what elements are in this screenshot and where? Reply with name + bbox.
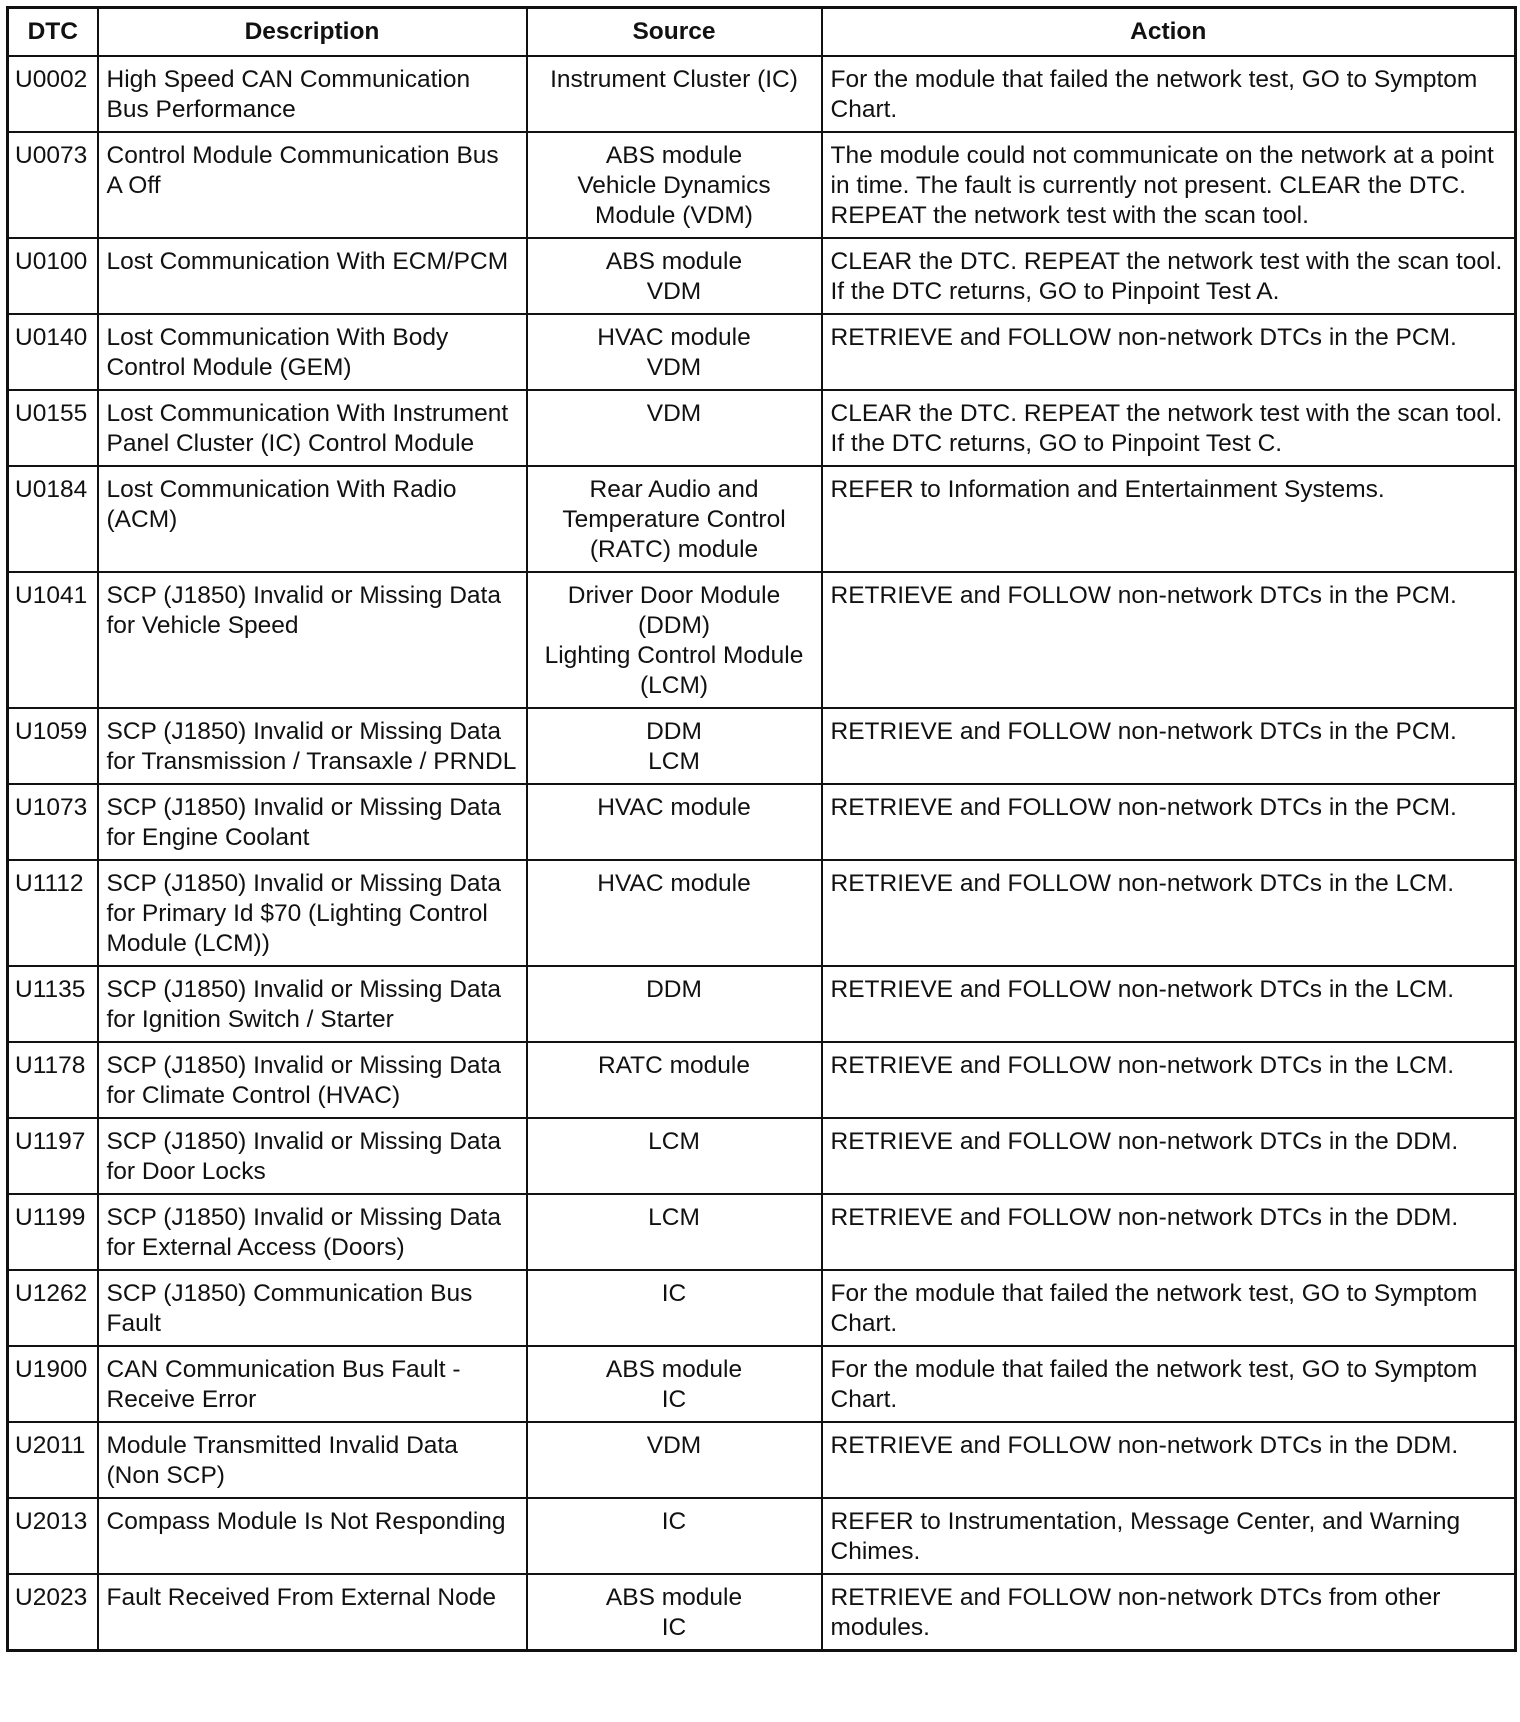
header-description: Description — [98, 8, 527, 57]
cell-dtc: U2013 — [8, 1498, 98, 1574]
dtc-table — [6, 6, 1517, 1652]
source-line: IC — [661, 1614, 687, 1641]
cell-source — [527, 1118, 822, 1194]
source-line: VDM — [646, 1432, 702, 1459]
table-row — [8, 1270, 1516, 1346]
source-line: IC — [661, 1386, 687, 1413]
table-row — [8, 132, 1516, 238]
cell-action: CLEAR the DTC. REPEAT the network test with the scan tool. If the DTC returns, GO to Pinpoint Test C. — [822, 390, 1516, 466]
cell-dtc: U1262 — [8, 1270, 98, 1346]
cell-dtc: U1112 — [8, 860, 98, 966]
header-source: Source — [527, 8, 822, 57]
cell-dtc: U0155 — [8, 390, 98, 466]
source-line: ABS module — [605, 1356, 743, 1383]
cell-dtc: U0100 — [8, 238, 98, 314]
table-row — [8, 1194, 1516, 1270]
cell-description: High Speed CAN Communication Bus Performance — [98, 56, 527, 132]
source-line: LCM — [648, 1128, 700, 1155]
cell-source — [527, 1498, 822, 1574]
table-row — [8, 572, 1516, 708]
table-body — [8, 56, 1516, 1651]
cell-action: RETRIEVE and FOLLOW non-network DTCs in the PCM. — [822, 314, 1516, 390]
cell-source — [527, 1346, 822, 1422]
cell-description: SCP (J1850) Invalid or Missing Data for External Access (Doors) — [98, 1194, 527, 1270]
cell-action: For the module that failed the network test, GO to Symptom Chart. — [822, 56, 1516, 132]
cell-description: SCP (J1850) Invalid or Missing Data for Door Locks — [98, 1118, 527, 1194]
table-row — [8, 966, 1516, 1042]
cell-dtc: U0184 — [8, 466, 98, 572]
cell-source — [527, 1574, 822, 1651]
table-row — [8, 466, 1516, 572]
source-line: HVAC module — [597, 870, 751, 897]
cell-source — [527, 708, 822, 784]
cell-action: RETRIEVE and FOLLOW non-network DTCs in the DDM. — [822, 1118, 1516, 1194]
cell-action: RETRIEVE and FOLLOW non-network DTCs in the LCM. — [822, 1042, 1516, 1118]
cell-dtc: U1059 — [8, 708, 98, 784]
cell-description: SCP (J1850) Invalid or Missing Data for Primary Id $70 (Lighting Control Module (LCM)) — [98, 860, 527, 966]
source-line: Vehicle Dynamics Module (VDM) — [577, 172, 771, 229]
table-row — [8, 860, 1516, 966]
source-line: HVAC module — [597, 324, 751, 351]
source-line: ABS module — [605, 1584, 743, 1611]
table-row — [8, 1346, 1516, 1422]
cell-action: The module could not communicate on the network at a point in time. The fault is currently not present. CLEAR the DTC. REPEAT the network test with the scan tool. — [822, 132, 1516, 238]
table-row — [8, 238, 1516, 314]
cell-description: SCP (J1850) Invalid or Missing Data for Engine Coolant — [98, 784, 527, 860]
cell-source — [527, 1194, 822, 1270]
cell-source — [527, 572, 822, 708]
cell-source — [527, 1270, 822, 1346]
header-dtc: DTC — [8, 8, 98, 57]
cell-dtc: U0002 — [8, 56, 98, 132]
cell-dtc: U1199 — [8, 1194, 98, 1270]
cell-description: SCP (J1850) Invalid or Missing Data for Vehicle Speed — [98, 572, 527, 708]
cell-action: RETRIEVE and FOLLOW non-network DTCs in the DDM. — [822, 1422, 1516, 1498]
cell-dtc: U1041 — [8, 572, 98, 708]
cell-dtc: U0073 — [8, 132, 98, 238]
cell-action: RETRIEVE and FOLLOW non-network DTCs in the LCM. — [822, 966, 1516, 1042]
cell-source — [527, 390, 822, 466]
cell-dtc: U1900 — [8, 1346, 98, 1422]
table-row — [8, 784, 1516, 860]
cell-action: REFER to Information and Entertainment Systems. — [822, 466, 1516, 572]
cell-description: Compass Module Is Not Responding — [98, 1498, 527, 1574]
source-line: ABS module — [605, 142, 743, 169]
cell-source — [527, 132, 822, 238]
cell-description: Lost Communication With Radio (ACM) — [98, 466, 527, 572]
cell-source — [527, 1422, 822, 1498]
cell-dtc: U1073 — [8, 784, 98, 860]
source-line: RATC module — [597, 1052, 751, 1079]
source-line: IC — [661, 1280, 687, 1307]
table-row — [8, 1042, 1516, 1118]
cell-dtc: U1135 — [8, 966, 98, 1042]
cell-description: Control Module Communication Bus A Off — [98, 132, 527, 238]
cell-source — [527, 238, 822, 314]
source-line: VDM — [646, 400, 702, 427]
cell-description: SCP (J1850) Invalid or Missing Data for Ignition Switch / Starter — [98, 966, 527, 1042]
cell-description: SCP (J1850) Invalid or Missing Data for Climate Control (HVAC) — [98, 1042, 527, 1118]
source-line: DDM — [646, 976, 702, 1003]
cell-action: RETRIEVE and FOLLOW non-network DTCs in the PCM. — [822, 708, 1516, 784]
source-line: IC — [661, 1508, 687, 1535]
cell-source — [527, 466, 822, 572]
cell-action: RETRIEVE and FOLLOW non-network DTCs from other modules. — [822, 1574, 1516, 1651]
table-row — [8, 1498, 1516, 1574]
cell-description: Lost Communication With Instrument Panel Cluster (IC) Control Module — [98, 390, 527, 466]
cell-action: For the module that failed the network test, GO to Symptom Chart. — [822, 1270, 1516, 1346]
cell-action: REFER to Instrumentation, Message Center, and Warning Chimes. — [822, 1498, 1516, 1574]
source-line: Lighting Control Module (LCM) — [544, 642, 804, 699]
cell-action: RETRIEVE and FOLLOW non-network DTCs in the DDM. — [822, 1194, 1516, 1270]
cell-source — [527, 314, 822, 390]
source-line: LCM — [648, 748, 700, 775]
cell-dtc: U0140 — [8, 314, 98, 390]
source-line: LCM — [648, 1204, 700, 1231]
cell-description: SCP (J1850) Invalid or Missing Data for Transmission / Transaxle / PRNDL — [98, 708, 527, 784]
cell-action: For the module that failed the network test, GO to Symptom Chart. — [822, 1346, 1516, 1422]
cell-action: CLEAR the DTC. REPEAT the network test with the scan tool. If the DTC returns, GO to Pinpoint Test A. — [822, 238, 1516, 314]
cell-dtc: U2011 — [8, 1422, 98, 1498]
table-row — [8, 56, 1516, 132]
source-line: Rear Audio and Temperature Control (RATC) module — [562, 476, 786, 563]
source-line: Driver Door Module (DDM) — [567, 582, 781, 639]
cell-source — [527, 56, 822, 132]
cell-dtc: U1178 — [8, 1042, 98, 1118]
source-line: DDM — [646, 718, 702, 745]
cell-dtc: U2023 — [8, 1574, 98, 1651]
table-row — [8, 314, 1516, 390]
header-row — [8, 8, 1516, 57]
table-row — [8, 390, 1516, 466]
cell-description: Lost Communication With ECM/PCM — [98, 238, 527, 314]
cell-source — [527, 966, 822, 1042]
source-line: ABS module — [605, 248, 743, 275]
table-row — [8, 1422, 1516, 1498]
header-action: Action — [822, 8, 1516, 57]
cell-source — [527, 1042, 822, 1118]
source-line: VDM — [646, 278, 702, 305]
source-line: VDM — [646, 354, 702, 381]
cell-description: Fault Received From External Node — [98, 1574, 527, 1651]
cell-action: RETRIEVE and FOLLOW non-network DTCs in the PCM. — [822, 784, 1516, 860]
cell-action: RETRIEVE and FOLLOW non-network DTCs in the LCM. — [822, 860, 1516, 966]
cell-source — [527, 860, 822, 966]
table-row — [8, 1118, 1516, 1194]
source-line: Instrument Cluster (IC) — [550, 66, 798, 93]
cell-dtc: U1197 — [8, 1118, 98, 1194]
table-row — [8, 708, 1516, 784]
cell-source — [527, 784, 822, 860]
cell-description: Module Transmitted Invalid Data (Non SCP) — [98, 1422, 527, 1498]
cell-description: SCP (J1850) Communication Bus Fault — [98, 1270, 527, 1346]
cell-description: Lost Communication With Body Control Module (GEM) — [98, 314, 527, 390]
source-line: HVAC module — [597, 794, 751, 821]
cell-description: CAN Communication Bus Fault - Receive Error — [98, 1346, 527, 1422]
table-row — [8, 1574, 1516, 1651]
cell-action: RETRIEVE and FOLLOW non-network DTCs in the PCM. — [822, 572, 1516, 708]
